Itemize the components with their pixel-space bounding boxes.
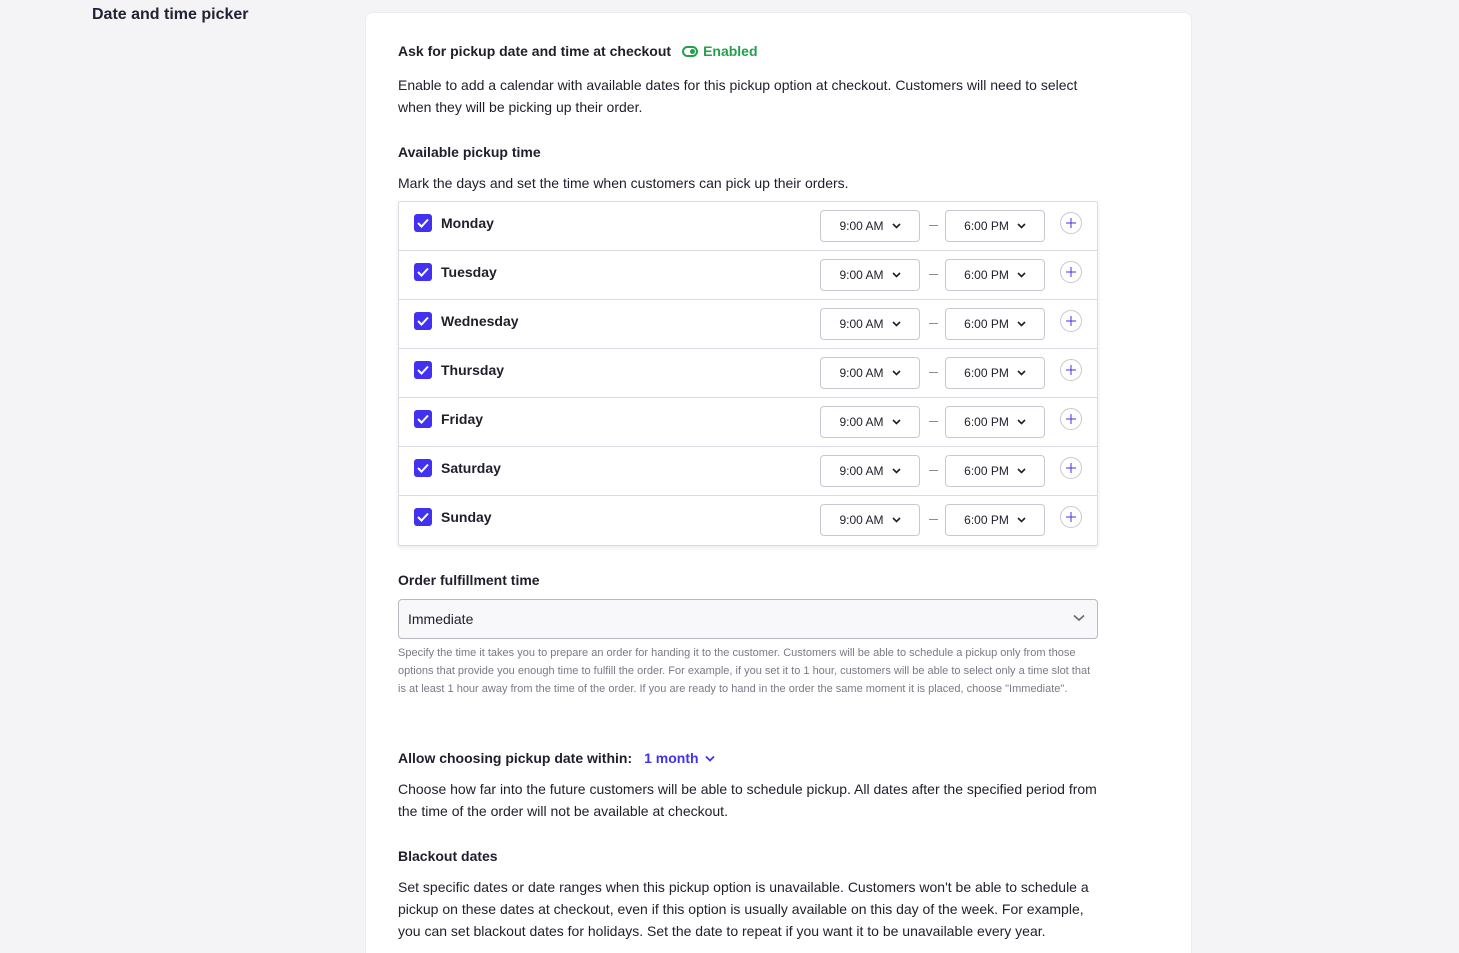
start-time-value: 9:00 AM bbox=[839, 464, 884, 478]
start-time-select[interactable] bbox=[820, 406, 920, 438]
day-name: Thursday bbox=[441, 362, 505, 378]
time-range-dash bbox=[929, 372, 938, 373]
pickup-window-value: 1 month bbox=[644, 750, 699, 766]
day-checkbox[interactable] bbox=[414, 214, 432, 232]
chevron-down-icon bbox=[1017, 517, 1026, 523]
day-row-sunday bbox=[399, 496, 1097, 545]
start-time-select[interactable] bbox=[820, 308, 920, 340]
day-row-wednesday bbox=[399, 300, 1097, 349]
pickup-window-label: Allow choosing pickup date within: bbox=[398, 750, 633, 766]
chevron-down-icon bbox=[892, 321, 901, 327]
chevron-down-icon bbox=[1017, 272, 1026, 278]
end-time-value: 6:00 PM bbox=[964, 366, 1009, 380]
end-time-value: 6:00 PM bbox=[964, 415, 1009, 429]
day-name: Monday bbox=[441, 215, 494, 231]
chevron-down-icon bbox=[892, 468, 901, 474]
plus-icon bbox=[1066, 218, 1076, 228]
blackout-dates-heading: Blackout dates bbox=[398, 848, 498, 864]
order-fulfillment-heading: Order fulfillment time bbox=[398, 572, 540, 588]
pickup-window-description: Choose how far into the future customers will be able to schedule pickup. All dates after the specified period from the time of the order will not be available at checkout. bbox=[398, 781, 1097, 819]
add-time-slot-button[interactable] bbox=[1060, 359, 1082, 381]
plus-icon bbox=[1066, 414, 1076, 424]
add-time-slot-button[interactable] bbox=[1060, 261, 1082, 283]
check-icon bbox=[417, 218, 429, 228]
check-icon bbox=[417, 316, 429, 326]
pickup-picker-toggle-row bbox=[398, 43, 758, 59]
end-time-select[interactable] bbox=[945, 259, 1045, 291]
end-time-select[interactable] bbox=[945, 455, 1045, 487]
chevron-down-icon bbox=[1017, 419, 1026, 425]
available-pickup-time-description: Mark the days and set the time when customers can pick up their orders. bbox=[398, 175, 849, 191]
end-time-select[interactable] bbox=[945, 504, 1045, 536]
day-row-tuesday bbox=[399, 251, 1097, 300]
start-time-value: 9:00 AM bbox=[839, 366, 884, 380]
end-time-value: 6:00 PM bbox=[964, 464, 1009, 478]
add-time-slot-button[interactable] bbox=[1060, 310, 1082, 332]
pickup-picker-label: Ask for pickup date and time at checkout bbox=[398, 43, 672, 59]
day-checkbox[interactable] bbox=[414, 312, 432, 330]
day-checkbox[interactable] bbox=[414, 508, 432, 526]
time-range-dash bbox=[929, 421, 938, 422]
end-time-select[interactable] bbox=[945, 308, 1045, 340]
add-time-slot-button[interactable] bbox=[1060, 212, 1082, 234]
start-time-select[interactable] bbox=[820, 259, 920, 291]
end-time-select[interactable] bbox=[945, 210, 1045, 242]
day-row-monday bbox=[399, 202, 1097, 251]
plus-icon bbox=[1066, 267, 1076, 277]
settings-card bbox=[365, 12, 1192, 953]
check-icon bbox=[417, 365, 429, 375]
day-name: Wednesday bbox=[441, 313, 519, 329]
toggle-switch-icon[interactable] bbox=[682, 46, 698, 57]
end-time-value: 6:00 PM bbox=[964, 219, 1009, 233]
day-name: Sunday bbox=[441, 509, 492, 525]
start-time-value: 9:00 AM bbox=[839, 268, 884, 282]
add-time-slot-button[interactable] bbox=[1060, 408, 1082, 430]
plus-icon bbox=[1066, 512, 1076, 522]
add-time-slot-button[interactable] bbox=[1060, 506, 1082, 528]
day-row-thursday bbox=[399, 349, 1097, 398]
pickup-window-dropdown[interactable] bbox=[644, 750, 714, 766]
check-icon bbox=[417, 267, 429, 277]
fulfillment-time-select[interactable] bbox=[398, 599, 1098, 639]
blackout-dates-description: Set specific dates or date ranges when this pickup option is unavailable. Customers won't be able to schedule a pickup on these dates at checkout, even if this option is usually available on this day of the week. For example, you can set blackout dates for holidays. Set the date to repeat if you want it to be unavailable every year. bbox=[398, 879, 1089, 939]
time-range-dash bbox=[929, 274, 938, 275]
start-time-select[interactable] bbox=[820, 455, 920, 487]
add-time-slot-button[interactable] bbox=[1060, 457, 1082, 479]
check-icon bbox=[417, 463, 429, 473]
start-time-select[interactable] bbox=[820, 210, 920, 242]
chevron-down-icon bbox=[1017, 468, 1026, 474]
day-checkbox[interactable] bbox=[414, 361, 432, 379]
chevron-down-icon bbox=[1017, 370, 1026, 376]
pickup-window-row bbox=[398, 750, 715, 766]
end-time-select[interactable] bbox=[945, 357, 1045, 389]
chevron-down-icon bbox=[892, 272, 901, 278]
available-pickup-time-heading: Available pickup time bbox=[398, 144, 541, 160]
day-row-saturday bbox=[399, 447, 1097, 496]
start-time-value: 9:00 AM bbox=[839, 415, 884, 429]
plus-icon bbox=[1066, 316, 1076, 326]
days-list bbox=[398, 201, 1098, 546]
start-time-select[interactable] bbox=[820, 504, 920, 536]
day-row-friday bbox=[399, 398, 1097, 447]
chevron-down-icon bbox=[1073, 614, 1085, 622]
chevron-down-icon bbox=[892, 419, 901, 425]
chevron-down-icon bbox=[1017, 223, 1026, 229]
time-range-dash bbox=[929, 470, 938, 471]
day-name: Saturday bbox=[441, 460, 501, 476]
pickup-picker-description: Enable to add a calendar with available dates for this pickup option at checkout. Customers will need to select when they will be picking up their order. bbox=[398, 77, 1078, 115]
end-time-select[interactable] bbox=[945, 406, 1045, 438]
end-time-value: 6:00 PM bbox=[964, 268, 1009, 282]
toggle-status[interactable]: Enabled bbox=[703, 43, 758, 59]
start-time-value: 9:00 AM bbox=[839, 317, 884, 331]
chevron-down-icon bbox=[1017, 321, 1026, 327]
plus-icon bbox=[1066, 463, 1076, 473]
start-time-select[interactable] bbox=[820, 357, 920, 389]
start-time-value: 9:00 AM bbox=[839, 513, 884, 527]
time-range-dash bbox=[929, 323, 938, 324]
day-checkbox[interactable] bbox=[414, 410, 432, 428]
chevron-down-icon bbox=[705, 755, 715, 762]
time-range-dash bbox=[929, 519, 938, 520]
section-title: Date and time picker bbox=[92, 6, 249, 23]
time-range-dash bbox=[929, 225, 938, 226]
day-checkbox[interactable] bbox=[414, 459, 432, 477]
chevron-down-icon bbox=[892, 517, 901, 523]
chevron-down-icon bbox=[892, 370, 901, 376]
day-name: Tuesday bbox=[441, 264, 497, 280]
day-checkbox[interactable] bbox=[414, 263, 432, 281]
chevron-down-icon bbox=[892, 223, 901, 229]
fulfillment-time-value: Immediate bbox=[408, 611, 474, 627]
day-name: Friday bbox=[441, 411, 484, 427]
check-icon bbox=[417, 414, 429, 424]
end-time-value: 6:00 PM bbox=[964, 513, 1009, 527]
start-time-value: 9:00 AM bbox=[839, 219, 884, 233]
fulfillment-help-text: Specify the time it takes you to prepare an order for handing it to the customer. Customers will be able to schedule a pickup only from those options that provide you enough time to fulfill the order. For example, if you set it to 1 hour, customers will be able to select only a time slot that is at least 1 hour away from the time of the order. If you are ready to hand in the order the same moment it is placed, choose "Immediate". bbox=[398, 647, 1091, 695]
check-icon bbox=[417, 512, 429, 522]
plus-icon bbox=[1066, 365, 1076, 375]
end-time-value: 6:00 PM bbox=[964, 317, 1009, 331]
